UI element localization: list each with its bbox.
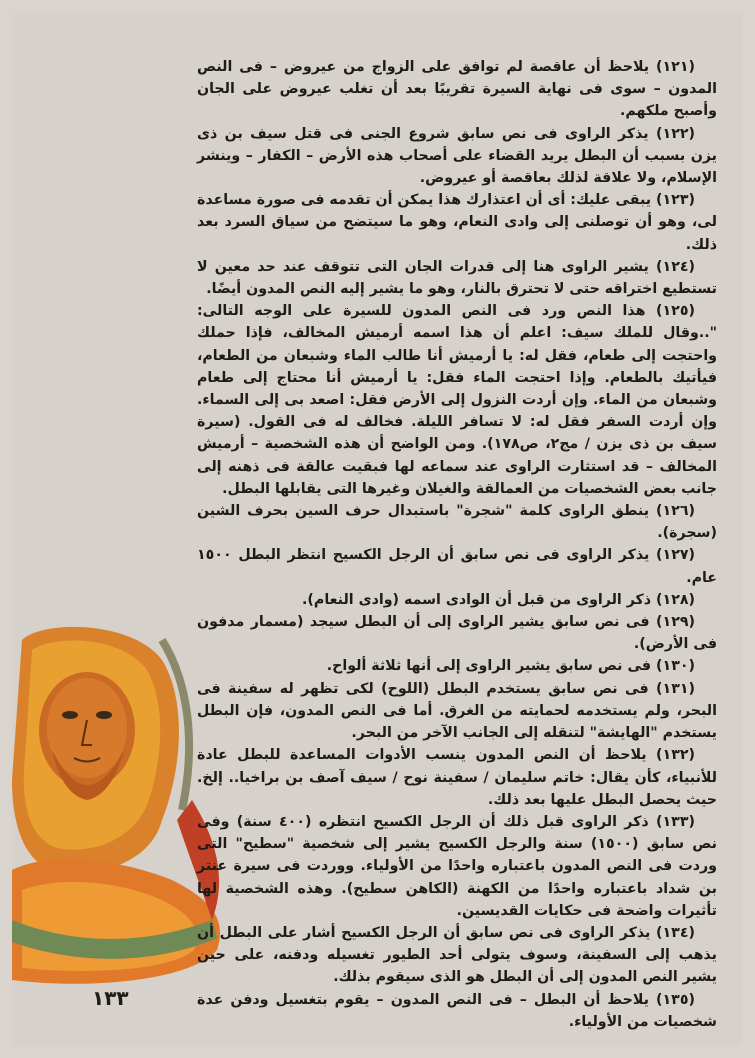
endnote-122	[197, 123, 717, 190]
endnote-123	[197, 189, 717, 256]
note-number: (١٢٢)	[656, 125, 695, 142]
endnote-130	[197, 655, 717, 677]
note-text: ينطق الراوى كلمة "شجرة" باستبدال حرف السين بحرف الشين (سجرة).	[197, 503, 717, 542]
note-number: (١٢٧)	[656, 547, 695, 564]
endnote-128	[197, 589, 717, 611]
page-number: ١٣٣	[92, 986, 129, 1010]
note-number: (١٢٥)	[656, 303, 695, 320]
note-number: (١٣٣)	[656, 813, 695, 830]
note-text: هذا النص ورد فى النص المدون للسيرة على الوجه التالى: "..وقال للملك سيف: اعلم أن هذا اسمه أرميش المخالف، فإذا حملك واحتجت إلى طعام، فقل له: يا أرميش أنا طالب الماء وشبعان من الطعام، فيأتيك بالطعام. وإذا احتجت الماء فقل: يا أرميش أنا محتاج إلى طعام وشبعان من الماء. وإن أردت النزول إلى الأرض فقل: اصعد بى إلى السماء. وإن أردت السفر فقل له: لا تسافر الليلة. فخالف له فى القول. (سيرة سيف بن ذى يزن / مج٢، ص١٧٨). ومن الواضح أن هذه الشخصية – أرميش المخالف – قد استثارت الراوى عند سماعه لها فبقيت عالقة فى ذهنه إلى جانب بعض الشخصيات من العمالقة والغيلان وغيرها التى يقابلها البطل.	[197, 303, 717, 497]
note-text: يلاحظ أن عاقصة لم توافق على الزواج من عيروض – فى النص المدون – سوى فى نهاية السيرة تقريبًا بعد أن تغلب عيروض على الجان وأصبح ملكهم.	[197, 59, 717, 120]
note-number: (١٣١)	[656, 680, 695, 697]
endnote-132	[197, 744, 717, 811]
endnote-133	[197, 811, 717, 922]
note-text: يبقى عليك: أى أن اعتذارك هذا يمكن أن تقدمه فى صورة مساعدة لى، وهو أن توصلنى إلى وادى النعام، وهو ما سيتضح من سياق السرد بعد ذلك.	[197, 192, 717, 253]
note-text: فى نص سابق يشير الراوى إلى أن البطل سيجد (مسمار مدفون فى الأرض).	[197, 614, 717, 653]
endnote-121	[197, 56, 717, 123]
endnote-125	[197, 300, 717, 500]
endnote-129	[197, 611, 717, 655]
note-text: يذكر الراوى فى نص سابق أن الرجل الكسيح أشار على البطل أن يذهب إلى السفينة، وسوف يتولى أحد الطيور تغسيله ودفنه، على حين يشير النص المدون إلى أن البطل هو الذى سيقوم بذلك.	[197, 924, 717, 986]
note-text: فى نص سابق يشير الراوى إلى أنها ثلاثة ألواح.	[326, 658, 652, 675]
note-number: (١٢٣)	[656, 192, 695, 209]
note-text: ذكر الراوى قبل ذلك أن الرجل الكسيح انتظره (٤٠٠ سنة) وفى نص سابق (١٥٠٠) سنة والرجل الكسيح يشير إلى شخصية "سطيح" التى وردت فى النص المدون باعتباره واحدًا من الأولياء. ووردت فى سيرة عنتر بن شداد باعتباره واحدًا من الكهنة (الكاهن سطيح). وهذه الشخصية لها تأثيرات واضحة فى حكايات القديسين.	[197, 813, 717, 919]
endnote-127	[197, 544, 717, 588]
note-text: فى نص سابق يستخدم البطل (اللوح) لكى تظهر له سفينة فى البحر، ولم يستخدمه لحمايته من الغرق. أما فى النص المدون، فإن البطل يستخدم "الهايشة" لتنقله إلى الجانب الآخر من البحر.	[197, 680, 717, 742]
note-text: يشير الراوى هنا إلى قدرات الجان التى تتوقف عند حد معين لا تستطيع اختراقه حتى لا تحترق بالنار، وهو ما يشير إليه النص المدون أيضًا.	[197, 258, 717, 298]
note-number: (١٢١)	[656, 59, 695, 75]
note-number: (١٣٠)	[656, 658, 695, 675]
note-number: (١٢٨)	[656, 591, 695, 608]
endnote-135	[197, 989, 717, 1033]
note-number: (١٢٤)	[656, 258, 695, 275]
note-number: (١٣٢)	[656, 747, 695, 764]
note-number: (١٣٥)	[656, 991, 695, 1008]
endnote-124	[197, 256, 717, 300]
note-text: يذكر الراوى فى نص سابق شروع الجنى فى قتل سيف بن ذى يزن بسبب أن البطل يريد القضاء على أصحاب هذه الأرض – الكفار – وينشر الإسلام، ولا علاقة لذلك بعاقصة أو عيروض.	[197, 125, 717, 187]
note-text: ذكر الراوى من قبل أن الوادى اسمه (وادى النعام).	[302, 591, 652, 608]
endnotes-text	[197, 56, 717, 1033]
endnote-126	[197, 500, 717, 544]
endnote-134	[197, 922, 717, 989]
note-text: يلاحظ أن النص المدون ينسب الأدوات المساعدة للبطل عادة للأنبياء، كأن يقال: خاتم سليمان / سفينة نوح / سيف آصف بن براخيا.. إلخ. حيث يحصل البطل عليها بعد ذلك.	[197, 747, 717, 808]
note-number: (١٢٩)	[656, 614, 695, 631]
note-number: (١٣٤)	[656, 924, 695, 941]
note-text: يذكر الراوى فى نص سابق أن الرجل الكسيح انتظر البطل ١٥٠٠ عام.	[197, 547, 717, 586]
endnote-131	[197, 678, 717, 745]
note-text: يلاحظ أن البطل – فى النص المدون – يقوم بتغسيل ودفن عدة شخصيات من الأولياء.	[197, 991, 717, 1030]
note-number: (١٢٦)	[656, 503, 695, 520]
